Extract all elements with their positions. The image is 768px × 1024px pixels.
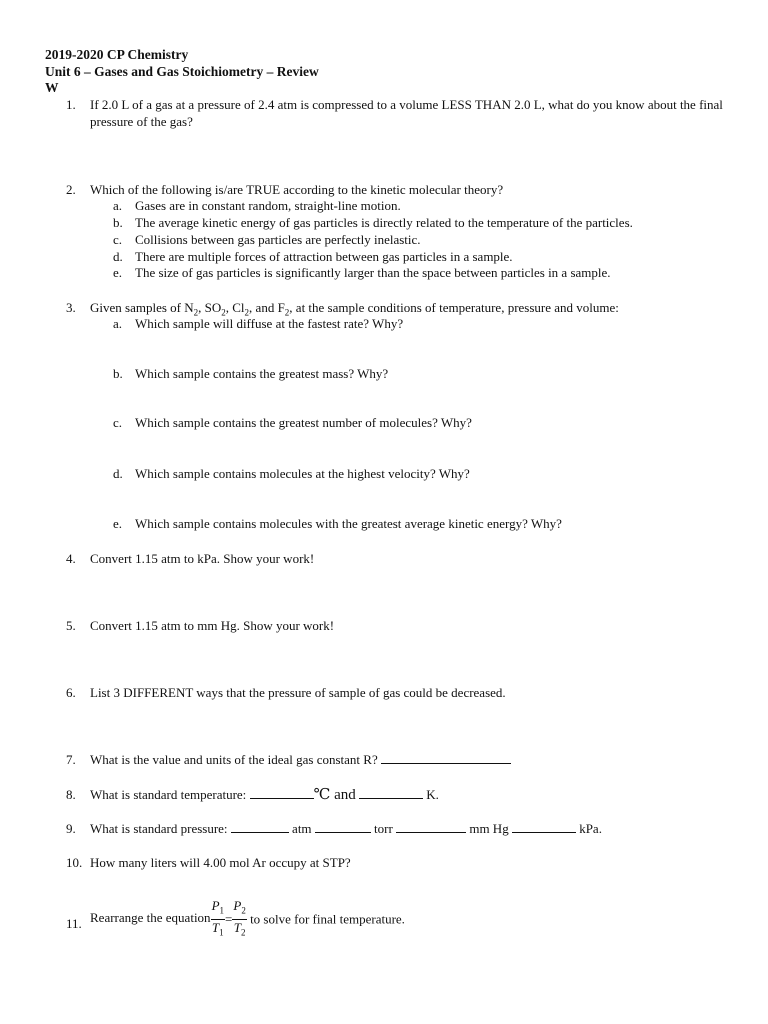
part-letter: b. bbox=[113, 366, 123, 381]
option-text: The average kinetic energy of gas particles is directly related to the temperature of the particles. bbox=[135, 215, 633, 230]
question-number: 5. bbox=[66, 618, 76, 633]
option-text: Gases are in constant random, straight-line motion. bbox=[135, 198, 401, 213]
answer-blank[interactable] bbox=[315, 820, 371, 833]
question-text: If 2.0 L of a gas at a pressure of 2.4 atm is compressed to a volume LESS THAN 2.0 L, what do you know about the final pressure of the gas? bbox=[90, 97, 723, 129]
unit-label: K. bbox=[426, 787, 439, 802]
fraction-left bbox=[211, 898, 225, 940]
part-text: Which sample will diffuse at the fastest rate? Why? bbox=[135, 316, 404, 331]
course-title: 2019-2020 CP Chemistry bbox=[45, 47, 189, 62]
question-number: 6. bbox=[66, 685, 76, 700]
part-text: Which sample contains the greatest mass? Why? bbox=[135, 366, 389, 381]
text-segment: Given samples of N bbox=[90, 300, 194, 315]
text-segment: , Cl bbox=[225, 300, 245, 315]
unit-label: ℃ and bbox=[313, 787, 356, 803]
question-prompt: What is standard temperature: bbox=[90, 787, 247, 802]
header-letter: W bbox=[45, 80, 59, 95]
option-letter: a. bbox=[113, 198, 123, 213]
answer-blank[interactable] bbox=[359, 786, 423, 799]
text-segment: , at the sample conditions of temperature, pressure and volume: bbox=[289, 300, 619, 315]
question-text bbox=[90, 751, 730, 768]
subscript: 2 bbox=[284, 307, 290, 318]
question-text: Convert 1.15 atm to mm Hg. Show your work! bbox=[90, 618, 335, 633]
option-letter: c. bbox=[113, 232, 123, 247]
answer-blank[interactable] bbox=[250, 786, 314, 799]
gay-lussac-equation bbox=[211, 898, 247, 940]
option-letter: e. bbox=[113, 265, 123, 280]
subscript: 1 bbox=[219, 927, 224, 938]
question-text: Which of the following is/are TRUE according to the kinetic molecular theory? bbox=[90, 182, 504, 197]
option-text: There are multiple forces of attraction between gas particles in a sample. bbox=[135, 249, 513, 264]
subscript: 2 bbox=[221, 307, 226, 318]
question-text bbox=[90, 786, 730, 804]
subscript: 1 bbox=[219, 905, 225, 916]
part-text: Which sample contains molecules with the greatest average kinetic energy? Why? bbox=[135, 516, 562, 531]
part-text: Which sample contains the greatest number of molecules? Why? bbox=[135, 415, 472, 430]
unit-label: atm bbox=[292, 821, 312, 836]
var-p: P bbox=[211, 898, 220, 913]
part-letter: e. bbox=[113, 516, 123, 531]
subscript: 2 bbox=[240, 927, 246, 938]
text-segment: , and F bbox=[249, 300, 285, 315]
question-number: 4. bbox=[66, 551, 76, 566]
subscript: 2 bbox=[241, 905, 246, 916]
fraction-right bbox=[232, 898, 246, 940]
question-text: List 3 DIFFERENT ways that the pressure of sample of gas could be decreased. bbox=[90, 685, 506, 700]
option-letter: b. bbox=[113, 215, 123, 230]
question-prompt: What is the value and units of the ideal gas constant R? bbox=[90, 752, 378, 767]
question-text bbox=[90, 820, 730, 837]
answer-blank[interactable] bbox=[381, 751, 511, 764]
question-number: 7. bbox=[66, 752, 76, 767]
question-number: 9. bbox=[66, 821, 76, 836]
part-letter: d. bbox=[113, 466, 123, 481]
part-text: Which sample contains molecules at the highest velocity? Why? bbox=[135, 466, 470, 481]
option-letter: d. bbox=[113, 249, 123, 264]
option-text: Collisions between gas particles are perfectly inelastic. bbox=[135, 232, 421, 247]
var-t: T bbox=[233, 919, 241, 935]
question-text: How many liters will 4.00 mol Ar occupy at STP? bbox=[90, 855, 351, 870]
unit-label: mm Hg bbox=[469, 821, 509, 836]
question-text bbox=[90, 898, 730, 940]
worksheet-header bbox=[45, 47, 319, 97]
question-number: 11. bbox=[66, 916, 82, 931]
var-p: P bbox=[233, 898, 242, 913]
equals-sign: = bbox=[225, 911, 233, 927]
question-number: 1. bbox=[66, 97, 76, 112]
question-prompt: What is standard pressure: bbox=[90, 821, 228, 836]
question-prompt: Rearrange the equation bbox=[90, 910, 211, 926]
answer-blank[interactable] bbox=[231, 820, 289, 833]
text-segment: , SO bbox=[198, 300, 222, 315]
option-text: The size of gas particles is significantly larger than the space between particles in a sample. bbox=[135, 265, 611, 280]
unit-title: Unit 6 – Gases and Gas Stoichiometry – Review bbox=[45, 63, 319, 79]
var-t: T bbox=[211, 919, 220, 935]
question-number: 10. bbox=[66, 855, 83, 870]
question-text: Convert 1.15 atm to kPa. Show your work! bbox=[90, 551, 315, 566]
subscript: 2 bbox=[244, 307, 250, 318]
subscript: 2 bbox=[193, 307, 199, 318]
question-number: 8. bbox=[66, 787, 76, 802]
part-letter: a. bbox=[113, 316, 123, 331]
unit-label: torr bbox=[374, 821, 393, 836]
question-prompt: to solve for final temperature. bbox=[250, 911, 405, 927]
unit-label: kPa. bbox=[579, 821, 602, 836]
question-number: 2. bbox=[66, 182, 76, 197]
answer-blank[interactable] bbox=[396, 820, 466, 833]
part-letter: c. bbox=[113, 415, 123, 430]
answer-blank[interactable] bbox=[512, 820, 576, 833]
question-number: 3. bbox=[66, 300, 76, 315]
